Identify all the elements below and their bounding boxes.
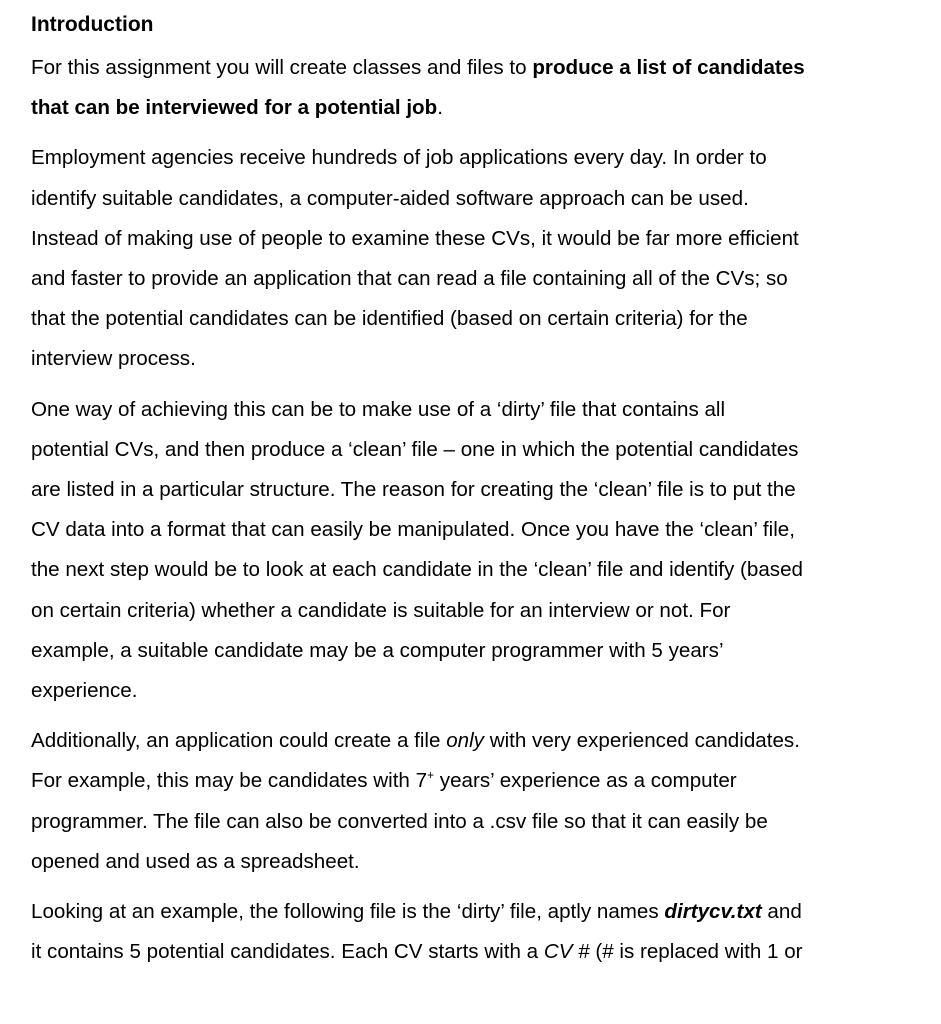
text-run: (# is replaced with 1 or xyxy=(589,940,803,964)
text-run: with very experienced candidates. xyxy=(483,729,800,753)
text-run: it contains 5 potential candidates. Each CV starts with a xyxy=(31,940,544,964)
text-line: programmer. The file can also be converted into a .csv file so that it can easily be xyxy=(31,809,768,833)
text-run: and xyxy=(761,900,802,924)
text-line: the next step would be to look at each candidate in the ‘clean’ file and identify (based xyxy=(31,558,804,582)
text-line: CV data into a format that can easily be manipulated. Once you have the ‘clean’ file, xyxy=(31,518,795,542)
text-line: and faster to provide an application that can read a file containing all of the CVs; so xyxy=(31,267,788,291)
document-page xyxy=(31,10,911,982)
text-line xyxy=(31,932,911,972)
text-line: example, a suitable candidate may be a computer programmer with 5 years’ xyxy=(31,638,724,662)
text-line xyxy=(31,892,911,932)
text-run: Additionally, an application could create a file xyxy=(31,729,447,753)
text-line: potential CVs, and then produce a ‘clean’ file – one in which the potential candidates xyxy=(31,437,799,461)
section-heading: Introduction xyxy=(31,13,154,36)
text-line: are listed in a particular structure. The reason for creating the ‘clean’ file is to put the xyxy=(31,478,796,502)
text-line: on certain criteria) whether a candidate is suitable for an interview or not. For xyxy=(31,598,731,622)
paragraph-assignment xyxy=(31,48,911,128)
text-line: identify suitable candidates, a computer-aided software approach can be used. xyxy=(31,186,749,210)
italic-text: CV # xyxy=(543,940,590,964)
text-line xyxy=(31,88,911,128)
text-run: years’ experience as a computer xyxy=(434,769,737,793)
text-line: opened and used as a spreadsheet. xyxy=(31,849,360,873)
text-line xyxy=(31,721,911,761)
text-line: One way of achieving this can be to make use of a ‘dirty’ file that contains all xyxy=(31,397,726,421)
text-run: Looking at an example, the following file is the ‘dirty’ file, aptly names xyxy=(31,900,665,924)
text-line: experience. xyxy=(31,679,138,703)
text-line: Employment agencies receive hundreds of job applications every day. In order to xyxy=(31,146,767,170)
italic-text: only xyxy=(446,729,484,753)
text-line: interview process. xyxy=(31,347,196,371)
paragraph-example xyxy=(31,892,911,972)
filename-text: dirtycv.txt xyxy=(664,900,762,924)
bold-text: produce a list of candidates xyxy=(532,56,805,79)
text-line xyxy=(31,48,911,88)
text-run: For example, this may be candidates with 7 xyxy=(31,769,428,793)
bold-text: that can be interviewed for a potential job xyxy=(31,96,438,120)
text-run: For this assignment you will create classes and files to xyxy=(31,56,533,79)
text-line: that the potential candidates can be identified (based on certain criteria) for the xyxy=(31,307,748,331)
paragraph-dirty-clean xyxy=(31,390,911,712)
text-line: Instead of making use of people to examine these CVs, it would be far more efficient xyxy=(31,226,799,250)
superscript: + xyxy=(427,768,435,783)
paragraph-additionally xyxy=(31,721,911,882)
text-line xyxy=(31,761,911,801)
text-run: . xyxy=(437,96,443,120)
paragraph-agencies xyxy=(31,138,911,379)
